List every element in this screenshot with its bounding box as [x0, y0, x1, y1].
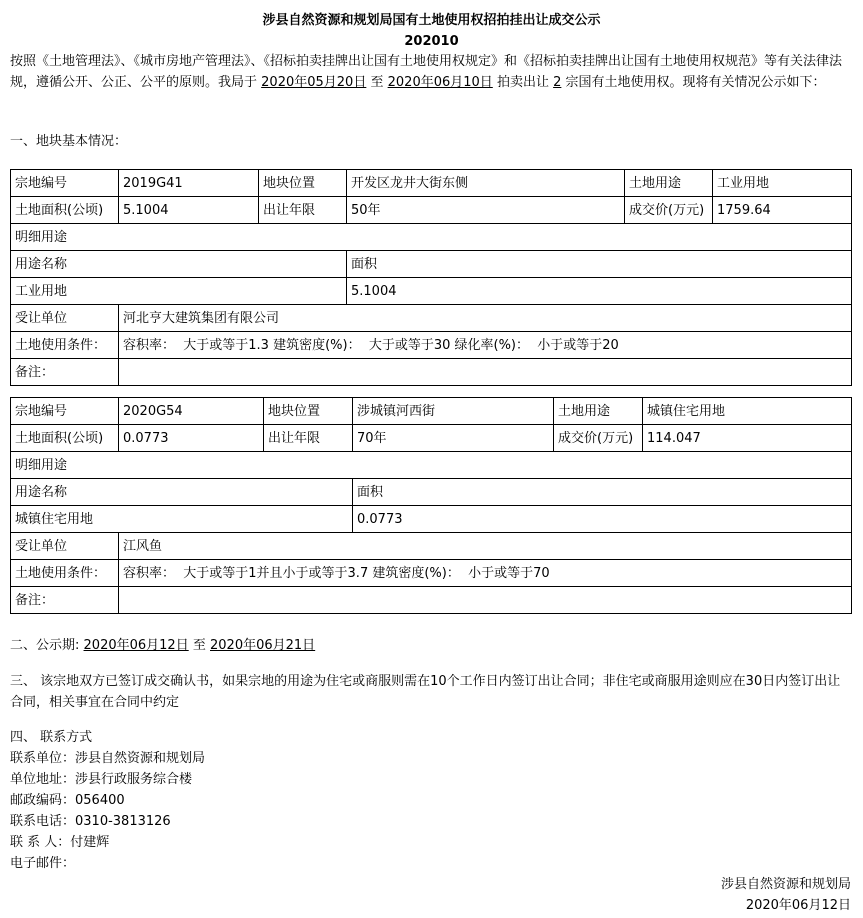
intro-paragraph [10, 51, 855, 93]
label-buyer: 受让单位 [11, 305, 119, 332]
parcel-note [119, 359, 852, 386]
label-land-use: 土地用途 [625, 170, 713, 197]
table-row [11, 506, 852, 533]
label-parcel-id: 宗地编号 [11, 398, 119, 425]
label-detail-use: 明细用途 [11, 224, 852, 251]
table-row [11, 533, 852, 560]
table-row [11, 332, 852, 359]
parcel-buyer: 河北亨大建筑集团有限公司 [119, 305, 852, 332]
contact-unit: 联系单位：涉县自然资源和规划局 [10, 751, 206, 766]
parcel-id: 2019G41 [119, 170, 259, 197]
parcel-table-1 [10, 169, 852, 386]
signature-block [721, 874, 851, 916]
table-row [11, 170, 852, 197]
table-row [11, 251, 852, 278]
parcel-location: 涉城镇河西街 [353, 398, 554, 425]
intro-text-3: 宗国有土地使用权。现将有关情况公示如下： [565, 75, 826, 90]
label-term: 出让年限 [264, 425, 353, 452]
section-2-publicity-period [10, 635, 315, 656]
label-area: 土地面积(公顷) [11, 197, 119, 224]
contact-address: 单位地址：涉县行政服务综合楼 [10, 772, 193, 787]
label-use-name: 用途名称 [11, 479, 353, 506]
contact-person: 联 系 人：付建辉 [10, 835, 110, 850]
table-row [11, 305, 852, 332]
table-row [11, 452, 852, 479]
detail-area: 5.1004 [347, 278, 852, 305]
table-row [11, 197, 852, 224]
intro-to: 至 [370, 75, 384, 90]
label-note: 备注： [11, 587, 119, 614]
contacts-title: 四、 联系方式 [10, 730, 93, 745]
table-row [11, 359, 852, 386]
label-conditions: 土地使用条件： [11, 332, 119, 359]
parcel-price: 114.047 [643, 425, 852, 452]
table-row [11, 224, 852, 251]
parcel-term: 70年 [353, 425, 554, 452]
publicity-to: 至 [192, 638, 206, 653]
label-price: 成交价(万元) [554, 425, 643, 452]
contact-email: 电子邮件： [10, 856, 76, 871]
parcel-area: 0.0773 [119, 425, 264, 452]
label-term: 出让年限 [259, 197, 347, 224]
publicity-start-date: 2020年06月12日 [83, 638, 189, 653]
table-row [11, 560, 852, 587]
contact-postcode: 邮政编码：056400 [10, 793, 125, 808]
table-row [11, 425, 852, 452]
label-area: 土地面积(公顷) [11, 425, 119, 452]
section-1-title: 一、地块基本情况： [10, 134, 128, 149]
parcel-price: 1759.64 [713, 197, 852, 224]
signature-date: 2020年06月12日 [745, 898, 851, 913]
label-use-name: 用途名称 [11, 251, 347, 278]
section-3-contract-note: 三、 该宗地双方已签订成交确认书，如果宗地的用途为住宅或商服则需在10个工作日内签订出让合同；非住宅或商服用途则应在30日内签订出让合同，相关事宜在合同中约定 [10, 674, 841, 710]
auction-end-date: 2020年06月10日 [387, 75, 493, 90]
parcel-term: 50年 [347, 197, 625, 224]
detail-use-name: 工业用地 [11, 278, 347, 305]
label-parcel-id: 宗地编号 [11, 170, 119, 197]
label-land-use: 土地用途 [554, 398, 643, 425]
page-title: 涉县自然资源和规划局国有土地使用权招拍挂出让成交公示 [262, 13, 601, 28]
detail-use-name: 城镇住宅用地 [11, 506, 353, 533]
label-detail-use: 明细用途 [11, 452, 852, 479]
parcel-location: 开发区龙井大街东侧 [347, 170, 625, 197]
announcement-number: 202010 [404, 34, 459, 49]
intro-text-2: 拍卖出让 [496, 75, 549, 90]
publicity-end-date: 2020年06月21日 [210, 638, 316, 653]
parcel-land-use: 工业用地 [713, 170, 852, 197]
label-detail-area: 面积 [353, 479, 852, 506]
intro-text-1: 按照《土地管理法》、《城市房地产管理法》、《招标拍卖挂牌出让国有土地使用权规定》和《招标拍卖挂牌出让国有土地使用权规范》等有关法律法规，遵循公开、公正、公平的原则。我局于 [10, 54, 843, 90]
label-location: 地块位置 [264, 398, 353, 425]
label-location: 地块位置 [259, 170, 347, 197]
signature-org: 涉县自然资源和规划局 [720, 877, 851, 892]
label-price: 成交价(万元) [625, 197, 713, 224]
parcel-buyer: 江风鱼 [119, 533, 852, 560]
section-4-contacts [10, 727, 205, 874]
label-buyer: 受让单位 [11, 533, 119, 560]
parcel-area: 5.1004 [119, 197, 259, 224]
parcel-id: 2020G54 [119, 398, 264, 425]
parcel-conditions: 容积率： 大于或等于1并且小于或等于3.7 建筑密度(%)： 小于或等于70 [119, 560, 852, 587]
parcel-conditions: 容积率： 大于或等于1.3 建筑密度(%)： 大于或等于30 绿化率(%)： 小于或等于20 [119, 332, 852, 359]
parcel-note [119, 587, 852, 614]
parcel-land-use: 城镇住宅用地 [643, 398, 852, 425]
parcel-table-2 [10, 397, 852, 614]
detail-area: 0.0773 [353, 506, 852, 533]
label-detail-area: 面积 [347, 251, 852, 278]
table-row [11, 479, 852, 506]
table-row [11, 278, 852, 305]
contact-phone: 联系电话：0310-3813126 [10, 814, 171, 829]
table-row [11, 398, 852, 425]
parcel-count: 2 [553, 75, 562, 90]
publicity-label: 二、公示期: [10, 638, 80, 653]
label-conditions: 土地使用条件： [11, 560, 119, 587]
auction-start-date: 2020年05月20日 [261, 75, 367, 90]
label-note: 备注： [11, 359, 119, 386]
table-row [11, 587, 852, 614]
